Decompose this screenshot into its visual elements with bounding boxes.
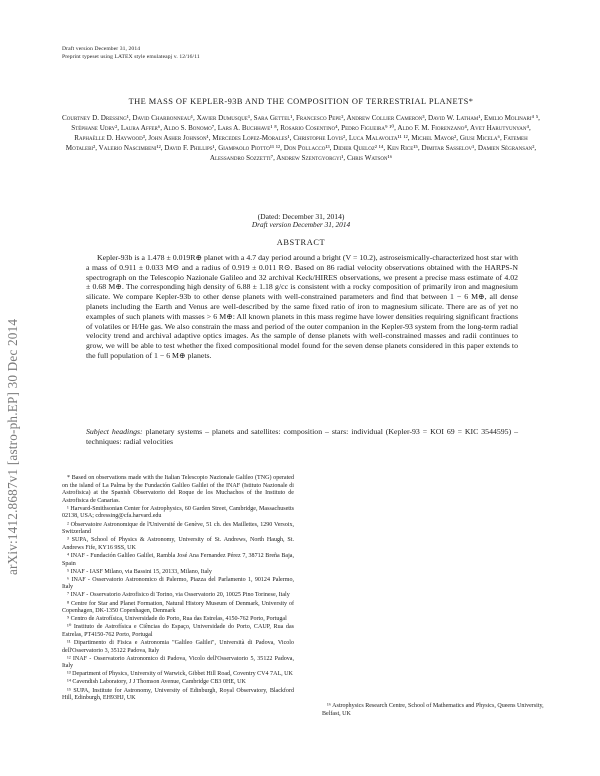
footnote: * Based on observations made with the Italian Telescopio Nazionale Galileo (TNG) operated on the island of La Palma by the Fundación Galileo Galilei of the INAF (Istituto Nazionale di Astrofisica) at the Spanish Observatorio del Roque de los Muchachos of the Instituto de Astrofisica de Canarias. xyxy=(62,475,294,504)
abstract-heading: ABSTRACT xyxy=(276,238,326,247)
subject-headings xyxy=(86,427,518,447)
footnote: ³ SUPA, School of Physics & Astronomy, University of St. Andrews, North Haugh, St. Andrews Fife, KY16 9SS, UK xyxy=(62,537,294,551)
footnote-right-column: ¹⁶ Astrophysics Research Centre, School of Mathematics and Physics, Queens University, Belfast, UK xyxy=(322,703,544,717)
footnote: ¹³ Department of Physics, University of Warwick, Gibbet Hill Road, Coventry CV4 7AL, UK xyxy=(67,671,293,678)
draft-version-line: Draft version December 31, 2014 xyxy=(62,46,141,52)
footnote: ¹⁵ SUPA, Institute for Astronomy, University of Edinburgh, Royal Observatory, Blackford Hill, Edinburgh, EH93HJ, UK xyxy=(62,687,294,702)
footnote: ⁸ Centre for Star and Planet Formation, Natural History Museum of Denmark, University of Copenhagen, DK-1350 Copenhagen, Denmark xyxy=(62,600,294,615)
footnote: ¹⁰ Instituto de Astrofísica e Ciências do Espaço, Universidade do Porto, CAUP, Rua das Estrelas, PT4150-762 Porto, Portugal xyxy=(62,624,294,638)
footnote: ¹¹ Dipartimento di Fisica e Astronomia "Galileo Galilei", Università di Padova, Vicolo dell'Osservatorio 3, 35122 Padova, Italy xyxy=(62,639,294,654)
footnote: ¹² INAF - Osservatorio Astronomico di Padova, Vicolo dell'Osservatorio 5, 35122 Padova, Italy xyxy=(62,655,294,670)
footnotes-left-column xyxy=(62,475,294,703)
paper-title: THE MASS OF KEPLER-93B AND THE COMPOSITION OF TERRESTRIAL PLANETS* xyxy=(128,97,474,106)
preprint-header xyxy=(62,45,200,61)
footnote: ¹⁴ Cavendish Laboratory, J J Thomson Avenue, Cambridge CB3 0HE, UK xyxy=(67,679,246,686)
abstract-body: Kepler-93b is a 1.478 ± 0.019R⊕ planet with a 4.7 day period around a bright (V = 10.2), astroseismically-characterized host star with a mass of 0.911 ± 0.033 M⊙ and a radius of 0.919 ± 0.011 R⊙. Based on 86 radial velocity observations obtained with the HARPS-N spectrograph on the Telescopio Nazionale Galileo and 32 archival Keck/HIRES observations, we present a precise mass estimate of 4.02 ± 0.68 M⊕. The corresponding high density of 6.88 ± 1.18 g/cc is consistent with a rocky composition of primarily iron and magnesium silicate. We compare Kepler-93b to other dense planets with well-constrained parameters and find that between 1 − 6 M⊕, all dense planets including the Earth and Venus are well-described by the same fixed ratio of iron to magnesium silicate. There are as of yet no examples of such planets with masses > 6 M⊕: All known planets in this mass regime have lower densities requiring significant fractions of volatiles or H/He gas. We also constrain the mass and period of the outer companion in the Kepler-93 system from the long-term radial velocity trend and archival adaptive optics images. As the sample of dense planets with well-constrained masses and radii continues to grow, we will be able to test whether the fixed compositional model found for the seven dense planets considered in this paper extends to the full population of 1 − 6 M⊕ planets. xyxy=(86,253,518,360)
footnote: ⁷ INAF - Osservatorio Astrofisico di Torino, via Osservatorio 20, 10025 Pino Torinese, Italy xyxy=(67,592,290,599)
subject-headings-text: planetary systems – planets and satellites: composition – stars: individual (Kepler-93 = KOI 69 = KIC 3544595) – techniques: radial velocities xyxy=(86,427,518,446)
footnote: ⁴ INAF - Fundación Galileo Galilei, Rambla José Ana Fernandez Pérez 7, 38712 Breña Baja, Spain xyxy=(62,552,294,567)
footnote: ⁹ Centro de Astrofísica, Universidade do Porto, Rua das Estrelas, 4150-762 Porto, Portugal xyxy=(67,616,287,623)
footnote: ⁵ INAF - IASF Milano, via Bassini 15, 20133, Milano, Italy xyxy=(67,568,212,575)
subject-headings-label: Subject headings: xyxy=(86,427,143,436)
arxiv-identifier[interactable]: arXiv:1412.8687v1 [astro-ph.EP] 30 Dec 2014 xyxy=(5,318,20,575)
author-list: Courtney D. Dressing¹, David Charbonneau¹, Xavier Dumusque¹, Sara Gettel¹, Francesco Pepe², Andrew Collier Cameron³, David W. Latham¹, Emilio Molinari⁴ ⁵, Stéphane Udry², Laura Affer⁶, Aldo S. Bonomo⁷, Lars A. Buchhave¹ ⁸, Rosario Cosentino⁴, Pedro Figueira⁹ ¹⁰, Aldo F. M. Fiorenzano⁴, Avet Harutyunyan⁴, Raphaëlle D. Haywood³, John Asher Johnson¹, Mercedes Lopez-Morales¹, Christophe Lovis², Luca Malavolta¹¹ ¹², Michel Mayor², Giusi Micela⁶, Fatemeh Motalebi², Valerio Nascimbeni¹², David F. Phillips¹, Giampaolo Piotto¹¹ ¹², Don Pollacco¹³, Didier Queloz² ¹⁴, Ken Rice¹⁵, Dimitar Sasselov¹, Damien Ségransan², Alessandro Sozzetti⁷, Andrew Szentgyorgyi¹, Chris Watson¹⁶ xyxy=(62,114,540,162)
dated-line: (Dated: December 31, 2014) xyxy=(257,212,345,221)
footnote: ¹ Harvard-Smithsonian Center for Astrophysics, 60 Garden Street, Cambridge, Massachusetts 02138, USA; cdressing@cfa.harvard.edu xyxy=(62,505,294,520)
draft-version-italic: Draft version December 31, 2014 xyxy=(251,220,351,229)
footnote: ² Observatoire Astronomique de l'Université de Genève, 51 ch. des Maillettes, 1290 Versoix, Switzerland xyxy=(62,521,294,536)
preprint-typeset-line: Preprint typeset using LATEX style emulateapj v. 12/16/11 xyxy=(62,54,200,60)
footnote: ⁶ INAF - Osservatorio Astronomico di Palermo, Piazza del Parlamento 1, 90124 Palermo, Italy xyxy=(62,576,294,591)
